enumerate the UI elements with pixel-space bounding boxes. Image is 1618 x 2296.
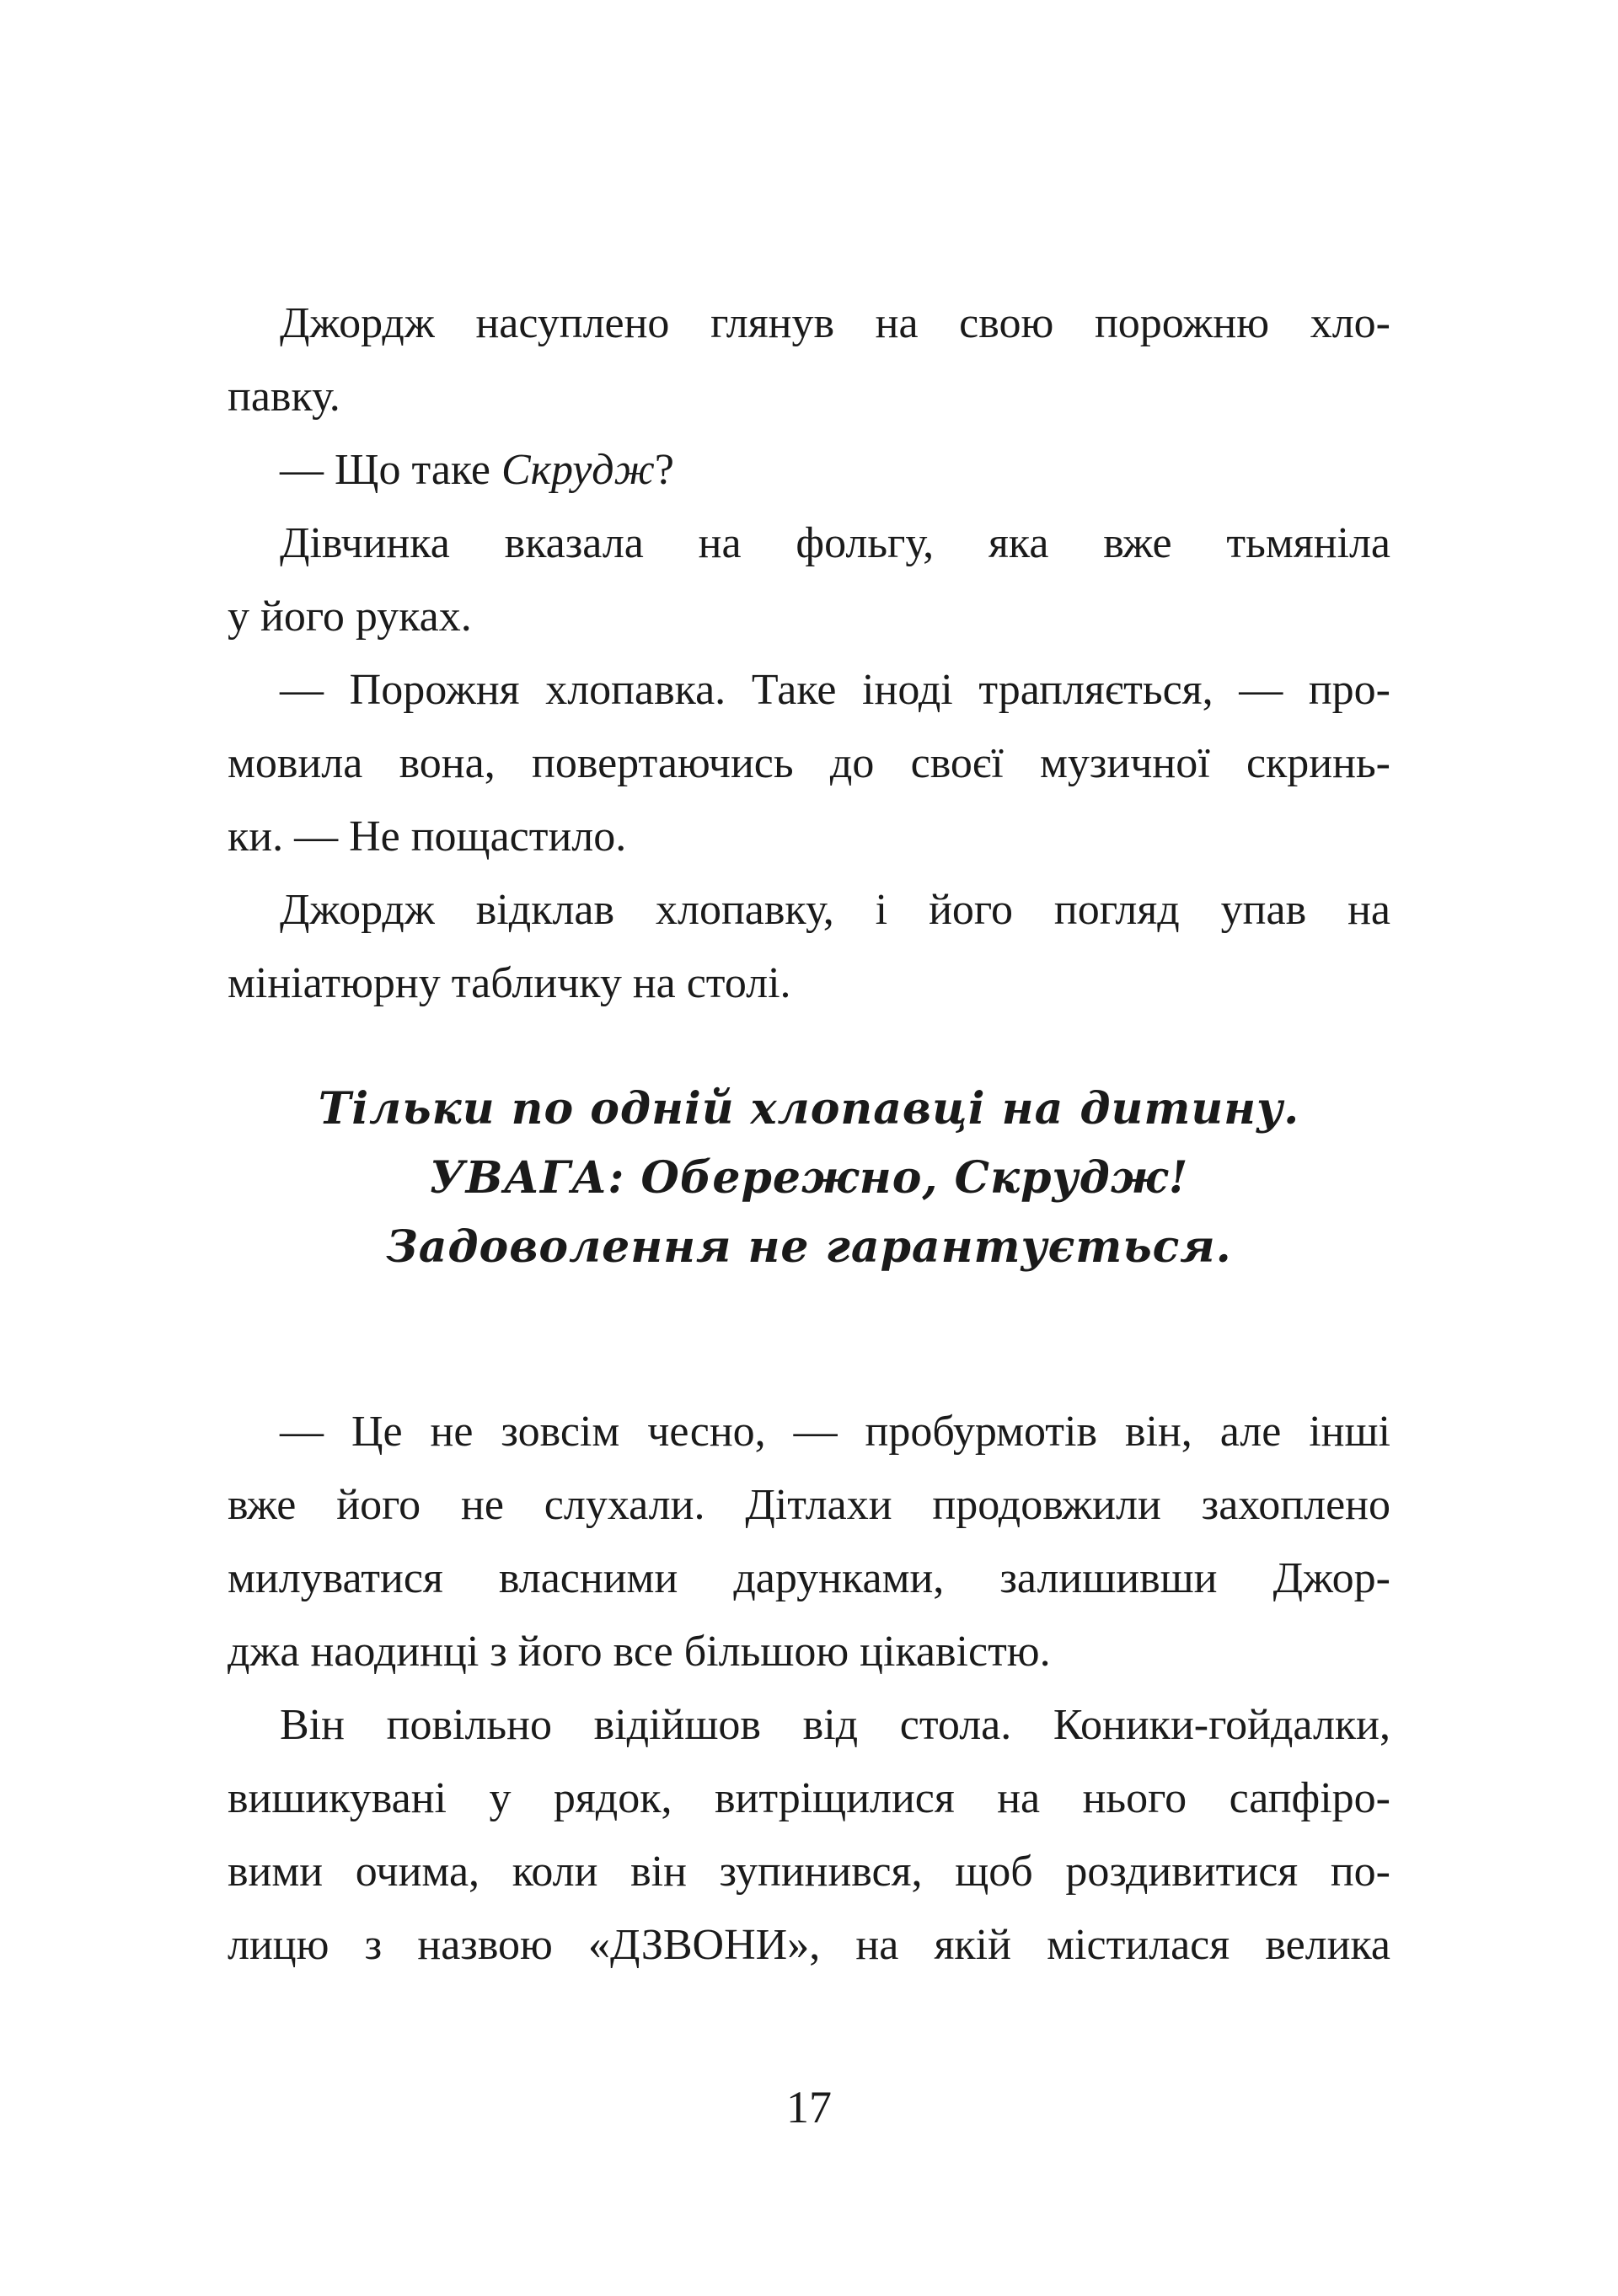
dialog-text: — Що таке — [280, 446, 501, 494]
page-number: 17 — [786, 2082, 832, 2132]
paragraph — [228, 1688, 1390, 1982]
paragraph — [228, 1395, 1390, 1688]
text-line: вже його не слухали. Дітлахи продовжили захоплено — [228, 1481, 1390, 1529]
paragraph — [228, 507, 1390, 653]
text-line: Джордж насуплено глянув на свою порожню хло- — [280, 299, 1390, 347]
text-line: мініатюрну табличку на столі. — [228, 959, 791, 1007]
sign-inscription — [228, 1075, 1390, 1282]
text-line — [228, 433, 1390, 507]
text-line: ки. — Не пощастило. — [228, 813, 627, 861]
text-line: Дівчинка вказала на фольгу, яка вже тьмяніла — [280, 519, 1390, 567]
emphasized-word: Скрудж — [501, 446, 655, 494]
text-line: Джордж відклав хлопавку, і його погляд упав на — [280, 886, 1390, 934]
paragraph — [228, 433, 1390, 507]
text-line: джа наодинці з його все більшою цікавістю. — [228, 1628, 1051, 1676]
text-block-bottom — [228, 1395, 1390, 1982]
text-block-top — [228, 287, 1390, 1020]
text-line: вими очима, коли він зупинився, щоб роздивитися по- — [228, 1848, 1390, 1896]
text-line: мовила вона, повертаючись до своєї музичної скринь- — [228, 739, 1390, 787]
text-line: павку. — [228, 373, 340, 421]
sign-line: Задоволення не гарантується. — [386, 1221, 1232, 1273]
dialog-text: ? — [654, 446, 674, 494]
text-line: милуватися власними дарунками, залишивши Джор- — [228, 1554, 1390, 1602]
sign-line: Тільки по одній хлопавці на дитину. — [318, 1083, 1300, 1135]
text-line: Він повільно відійшов від стола. Коники-гойдалки, — [280, 1701, 1390, 1749]
text-line: лицю з назвою «ДЗВОНИ», на якій містилася велика — [228, 1921, 1390, 1969]
paragraph — [228, 873, 1390, 1020]
sign-line: УВАГА: Обережно, Скрудж! — [429, 1152, 1189, 1204]
text-line: — Порожня хлопавка. Таке іноді трапляється, — про- — [280, 666, 1390, 714]
text-line: — Це не зовсім чесно, — пробурмотів він, але інші — [280, 1408, 1390, 1456]
text-line: вишикувані у рядок, витріщилися на нього сапфіро- — [228, 1774, 1390, 1822]
paragraph — [228, 653, 1390, 873]
paragraph — [228, 287, 1390, 433]
text-line: у його руках. — [228, 593, 472, 641]
